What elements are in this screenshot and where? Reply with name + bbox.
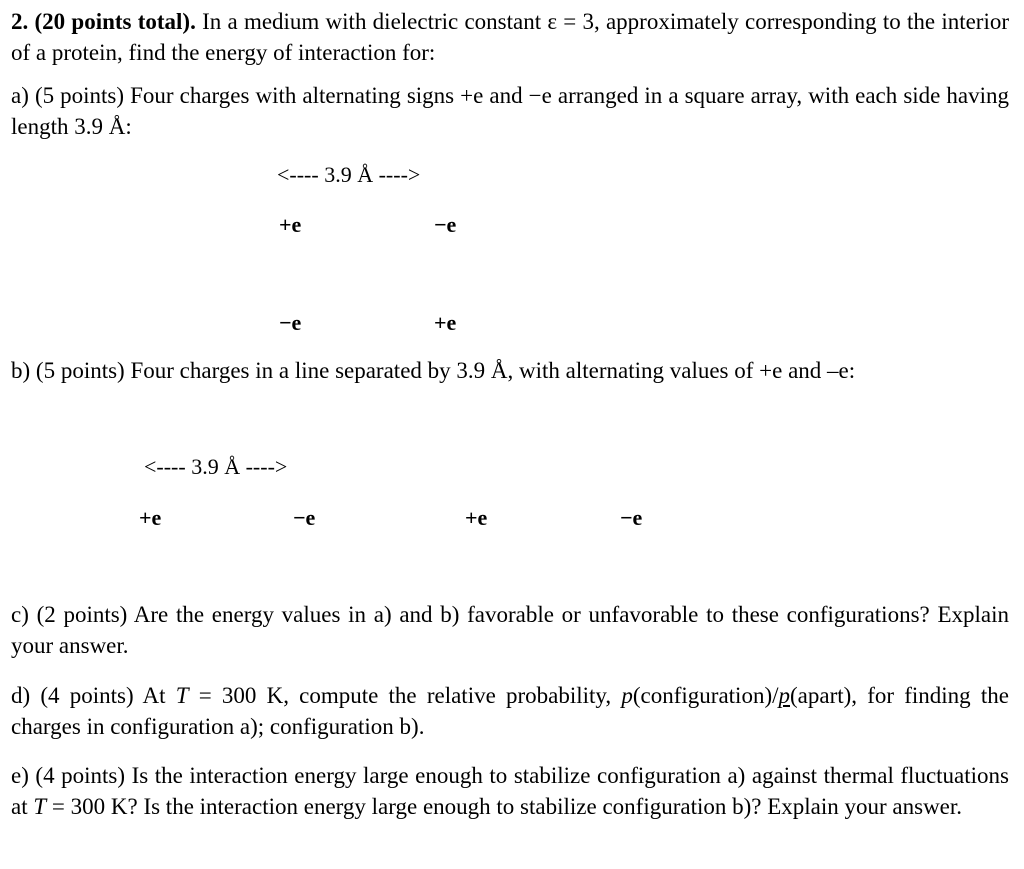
part-b-question	[11, 355, 1009, 386]
part-c-question	[11, 599, 1009, 661]
part-b-charge-4: −e	[620, 505, 643, 530]
part-a-question	[11, 80, 1009, 142]
part-d-text-2: = 300 K, compute the relative probability,	[188, 683, 622, 708]
part-d-p-configuration: p	[621, 683, 633, 708]
part-e-temperature-var: T	[33, 794, 47, 819]
part-b-charge-1: +e	[139, 505, 162, 530]
part-a-charge-top-right: −e	[434, 212, 457, 237]
problem-points: (20 points total).	[34, 9, 196, 34]
part-e-text-2: = 300 K? Is the interaction energy large enough to stabilize configuration b)? Explain your answer.	[46, 794, 963, 819]
part-d-text-3: (configuration)/	[632, 683, 779, 708]
part-d-text-4: (apart), for finding the charges in configuration a); configuration b).	[11, 683, 1009, 739]
part-a-text: Four charges with alternating signs +e and −e arranged in a square array, with each side having length 3.9 Å:	[11, 83, 1010, 139]
part-b-distance-label: <---- 3.9 Å ---->	[144, 454, 288, 479]
part-b-charge-3: +e	[465, 505, 488, 530]
problem-intro	[11, 6, 1009, 68]
part-d-temperature-var: T	[175, 683, 189, 708]
part-e-question	[11, 760, 1009, 822]
part-d-text-1: d) (4 points) At	[11, 683, 176, 708]
part-a-charge-top-left: +e	[279, 212, 302, 237]
part-d-p-apart: p	[778, 683, 790, 708]
part-b-text: b) (5 points) Four charges in a line separated by 3.9 Å, with alternating values of +e and –e:	[11, 358, 856, 383]
problem-number: 2.	[11, 9, 29, 34]
part-a-charge-bottom-left: −e	[279, 310, 302, 335]
problem-intro-text: In a medium with dielectric constant ε = 3, approximately corresponding to the interior of a protein, find the energy of interaction for:	[11, 9, 1010, 65]
part-a-charge-bottom-right: +e	[434, 310, 457, 335]
part-b-charge-2: −e	[293, 505, 316, 530]
part-d-question	[11, 680, 1009, 742]
part-a-points: (5 points)	[34, 83, 125, 108]
part-c-text: c) (2 points) Are the energy values in a) and b) favorable or unfavorable to these configurations? Explain your answer.	[11, 602, 1009, 658]
part-a-distance-label: <---- 3.9 Å ---->	[277, 162, 421, 187]
part-a-label: a)	[11, 83, 29, 108]
part-e-text-1: e) (4 points) Is the interaction energy large enough to stabilize configuration a) against thermal fluctuations at	[11, 763, 1009, 819]
